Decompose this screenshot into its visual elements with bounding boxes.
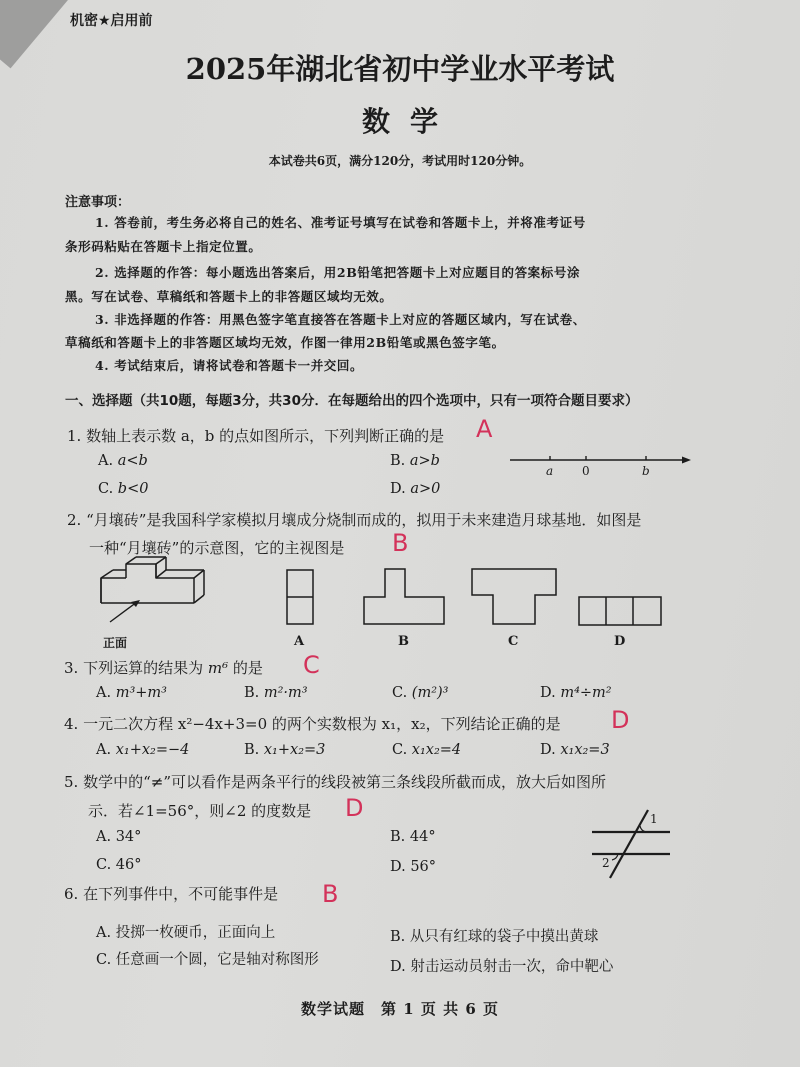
q3-option-b[interactable]: B. m²·m³ <box>244 685 308 701</box>
math-expression: m⁶ <box>207 659 229 677</box>
number-line-figure <box>505 452 695 482</box>
q1-option-d[interactable]: D. a>0 <box>390 481 441 497</box>
option-c-view[interactable] <box>471 568 559 628</box>
q5-option-a[interactable]: A. 34° <box>96 829 142 845</box>
tick-label-b: b <box>642 464 650 478</box>
q5-option-d[interactable]: D. 56° <box>390 859 437 875</box>
note-line: 3. 非选择题的作答：用黑色签字笔直接答在答题卡上对应的答题区域内，写在试卷、 <box>95 312 586 327</box>
question-number: 5. <box>64 773 79 791</box>
question-number: 2. <box>67 511 82 529</box>
note-line: 条形码粘贴在答题卡上指定位置。 <box>65 239 262 254</box>
q1-option-a[interactable]: A. a<b <box>98 453 148 469</box>
confidential-label: 机密★启用前 <box>70 13 153 29</box>
question-text: “月壤砖”是我国科学家模拟月壤成分烧制而成的，拟用于未来建造月球基地．如图是 <box>86 511 642 529</box>
tick-label-zero: 0 <box>582 464 590 478</box>
q1-option-c[interactable]: C. b<0 <box>98 481 149 497</box>
option-label-d: D <box>614 634 626 649</box>
question-text: 数学中的“≠”可以看作是两条平行的线段被第三条线段所截而成，放大后如图所 <box>83 773 607 791</box>
exam-info: 本试卷共6页，满分120分，考试用时120分钟。 <box>268 154 532 168</box>
front-label: 正面 <box>103 636 128 650</box>
option-a-view[interactable] <box>286 569 316 627</box>
question-6-stem <box>64 883 278 904</box>
q4-option-a[interactable]: A. x₁+x₂=−4 <box>96 742 190 758</box>
question-text: 一元二次方程 x²−4x+3=0 的两个实数根为 x₁，x₂，下列结论正确的是 <box>83 715 561 733</box>
exam-title: 2025年湖北省初中学业水平考试 <box>185 52 615 86</box>
q4-option-d[interactable]: D. x₁x₂=3 <box>540 742 610 758</box>
note-line: 2. 选择题的作答：每小题选出答案后，用2B铅笔把答题卡上对应题目的答案标号涂 <box>95 265 581 280</box>
q6-option-d[interactable]: D. 射击运动员射击一次，命中靶心 <box>390 959 614 975</box>
handwritten-answer: D <box>611 706 630 734</box>
q5-option-b[interactable]: B. 44° <box>390 829 436 845</box>
question-number: 6. <box>64 885 79 903</box>
q6-option-b[interactable]: B. 从只有红球的袋子中摸出黄球 <box>390 929 599 945</box>
q1-option-b[interactable]: B. a>b <box>390 453 440 469</box>
angle-label-1: 1 <box>650 812 658 826</box>
question-text: 数轴上表示数 a，b 的点如图所示，下列判断正确的是 <box>86 427 445 445</box>
question-number: 4. <box>64 715 79 733</box>
question-3-stem <box>64 657 263 678</box>
note-line: 草稿纸和答题卡上的非答题区域均无效，作图一律用2B铅笔或黑色签字笔。 <box>65 335 505 350</box>
question-text: 在下列事件中，不可能事件是 <box>83 885 279 903</box>
question-2-stem-line1 <box>67 509 641 530</box>
note-line: 黑。写在试卷、草稿纸和答题卡上的非答题区域均无效。 <box>65 289 393 304</box>
section-title: 一、选择题（共10题，每题3分，共30分．在每题给出的四个选项中，只有一项符合题目要求） <box>65 393 639 409</box>
handwritten-answer: B <box>392 529 409 557</box>
handwritten-answer: A <box>476 415 493 443</box>
handwritten-answer: C <box>303 651 320 679</box>
question-4-stem <box>64 713 561 734</box>
angle-label-2: 2 <box>602 856 610 870</box>
question-text: 的是 <box>232 659 263 677</box>
option-label-b: B <box>398 634 409 649</box>
handwritten-answer: B <box>322 880 339 908</box>
q3-option-c[interactable]: C. (m²)³ <box>392 685 449 701</box>
option-label-a: A <box>294 634 305 649</box>
option-label-c: C <box>508 634 519 649</box>
option-b-view[interactable] <box>363 568 447 628</box>
question-5-stem-line1 <box>64 771 606 792</box>
q3-option-a[interactable]: A. m³+m³ <box>96 685 167 701</box>
tick-label-a: a <box>546 464 554 478</box>
handwritten-answer: D <box>345 794 364 822</box>
question-1-stem <box>67 425 444 446</box>
question-number: 1. <box>67 427 82 445</box>
note-line: 1. 答卷前，考生务必将自己的姓名、准考证号填写在试卷和答题卡上，并将准考证号 <box>95 215 586 230</box>
page-footer: 数学试题 第 1 页 共 6 页 <box>301 1000 499 1018</box>
q6-option-c[interactable]: C. 任意画一个圆，它是轴对称图形 <box>96 952 319 968</box>
question-5-stem-line2: 示．若∠1=56°，则∠2 的度数是 <box>88 802 312 820</box>
q4-option-c[interactable]: C. x₁x₂=4 <box>392 742 462 758</box>
q4-option-b[interactable]: B. x₁+x₂=3 <box>244 742 326 758</box>
question-text: 下列运算的结果为 <box>83 659 204 677</box>
notes-title: 注意事项： <box>65 195 131 210</box>
question-number: 3. <box>64 659 79 677</box>
question-2-stem-line2: 一种“月壤砖”的示意图，它的主视图是 <box>89 539 345 557</box>
q6-option-a[interactable]: A. 投掷一枚硬币，正面向上 <box>96 925 276 941</box>
moon-brick-3d-figure <box>98 558 203 628</box>
q3-option-d[interactable]: D. m⁴÷m² <box>540 685 612 701</box>
q5-option-c[interactable]: C. 46° <box>96 857 142 873</box>
note-line: 4. 考试结束后，请将试卷和答题卡一并交回。 <box>95 358 364 373</box>
option-d-view[interactable] <box>578 596 664 628</box>
subject-title: 数学 <box>361 105 458 138</box>
